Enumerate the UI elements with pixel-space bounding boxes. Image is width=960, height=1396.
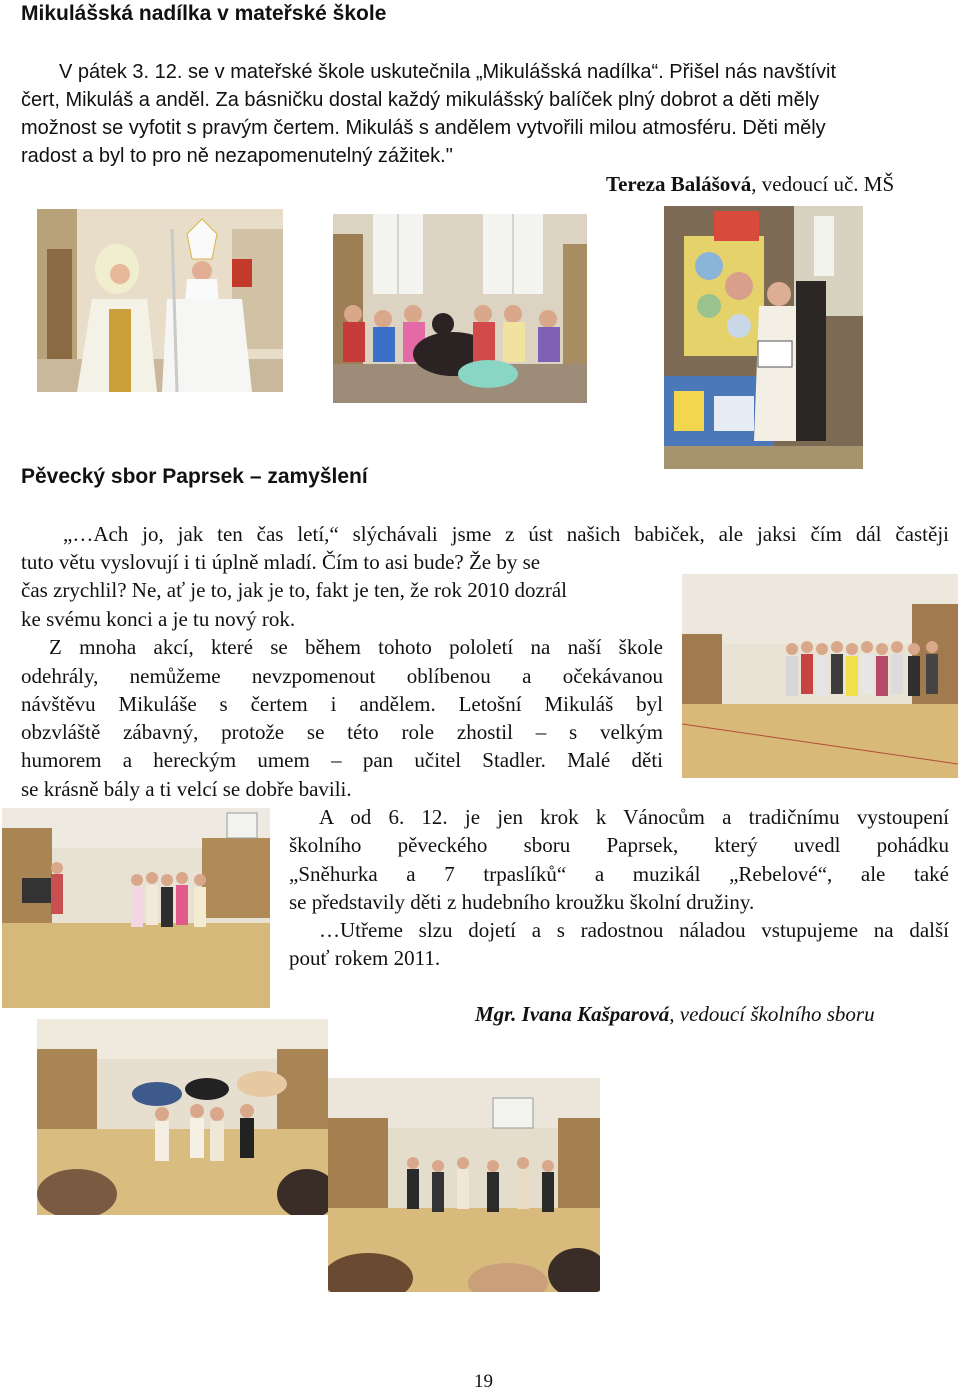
choir-lineup-gym-photo bbox=[682, 574, 958, 778]
paragraph-line: školního pěveckého sboru Paprsek, který uvedl pohádku bbox=[289, 833, 949, 857]
signature-role: , vedoucí uč. MŠ bbox=[751, 172, 895, 196]
paragraph-line: návštěvu Mikuláše s čertem i andělem. Letošní Mikuláš byl bbox=[21, 692, 663, 716]
paragraph-line: obzvláště zábavný, protože se této role zhostil – s velkým bbox=[21, 720, 663, 744]
paragraph-line: …Utřeme slzu dojetí a s radostnou náladou vstupujeme na další bbox=[319, 918, 949, 942]
paragraph-line: ke svému konci a je tu nový rok. bbox=[21, 607, 296, 631]
paragraph-line: se krásně bály a ti velcí se dobře bavili. bbox=[21, 777, 352, 801]
paragraph-line: V pátek 3. 12. se v mateřské škole uskutečnila „Mikulášská nadílka“. Přišel nás navštívit bbox=[59, 61, 837, 83]
paragraph-line: humorem a hereckým umem – pan učitel Stadler. Malé děti bbox=[21, 748, 663, 772]
signature bbox=[475, 1000, 875, 1028]
umbrella-dance-photo bbox=[37, 1019, 328, 1215]
paragraph-line: radost a byl to pro ně nezapomenutelný zážitek." bbox=[21, 145, 453, 167]
paragraph-line: pouť rokem 2011. bbox=[289, 946, 441, 970]
paragraph-line: odehrály, nemůžeme nevzpomenout oblíbenou a očekávanou bbox=[21, 664, 663, 688]
girl-in-costume-exhibition-photo bbox=[664, 206, 863, 469]
signature bbox=[606, 170, 894, 198]
signature-role: , vedoucí školního sboru bbox=[669, 1002, 875, 1026]
paragraph-line: tuto větu vyslovují i ti úplně mladí. Čím to asi bude? Že by se bbox=[21, 550, 541, 574]
children-with-devil-photo bbox=[333, 214, 587, 403]
paragraph-line: se představily děti z hudebního kroužku školní družiny. bbox=[289, 890, 755, 914]
paragraph-line: „…Ach jo, jak ten čas letí,“ slýchávali jsme z úst našich babiček, ale jaksi čím dál častěji bbox=[63, 522, 949, 546]
paragraph-line: „Sněhurka a 7 trpaslíků“ a muzikál „Rebelové“, ale také bbox=[289, 862, 949, 886]
paragraph-line: A od 6. 12. je jen krok k Vánocům a tradičnímu vystoupení bbox=[319, 805, 949, 829]
paragraph-line: čas zrychlil? Ne, ať je to, jak je to, fakt je ten, že rok 2010 dozrál bbox=[21, 578, 567, 602]
paragraph-line: čert, Mikuláš a anděl. Za básničku dostal každý mikulášský balíček plný dobrot a děti měly bbox=[21, 89, 820, 111]
page-number: 19 bbox=[474, 1371, 493, 1392]
dance-performance-photo bbox=[328, 1078, 600, 1292]
signature-name: Tereza Balášová bbox=[606, 172, 752, 196]
children-performance-gym-photo bbox=[2, 808, 270, 1008]
section-title: Mikulášská nadílka v mateřské škole bbox=[21, 2, 387, 25]
signature-name: Mgr. Ivana Kašparová bbox=[475, 1002, 670, 1026]
angel-and-mikulas-photo bbox=[37, 209, 283, 392]
paragraph-line: možnost se vyfotit s pravým čertem. Mikuláš s andělem vytvořili milou atmosféru. Děti měly bbox=[21, 117, 826, 139]
section-title: Pěvecký sbor Paprsek – zamyšlení bbox=[21, 465, 368, 488]
paragraph-line: Z mnoha akcí, které se během tohoto pololetí na naší škole bbox=[49, 635, 663, 659]
